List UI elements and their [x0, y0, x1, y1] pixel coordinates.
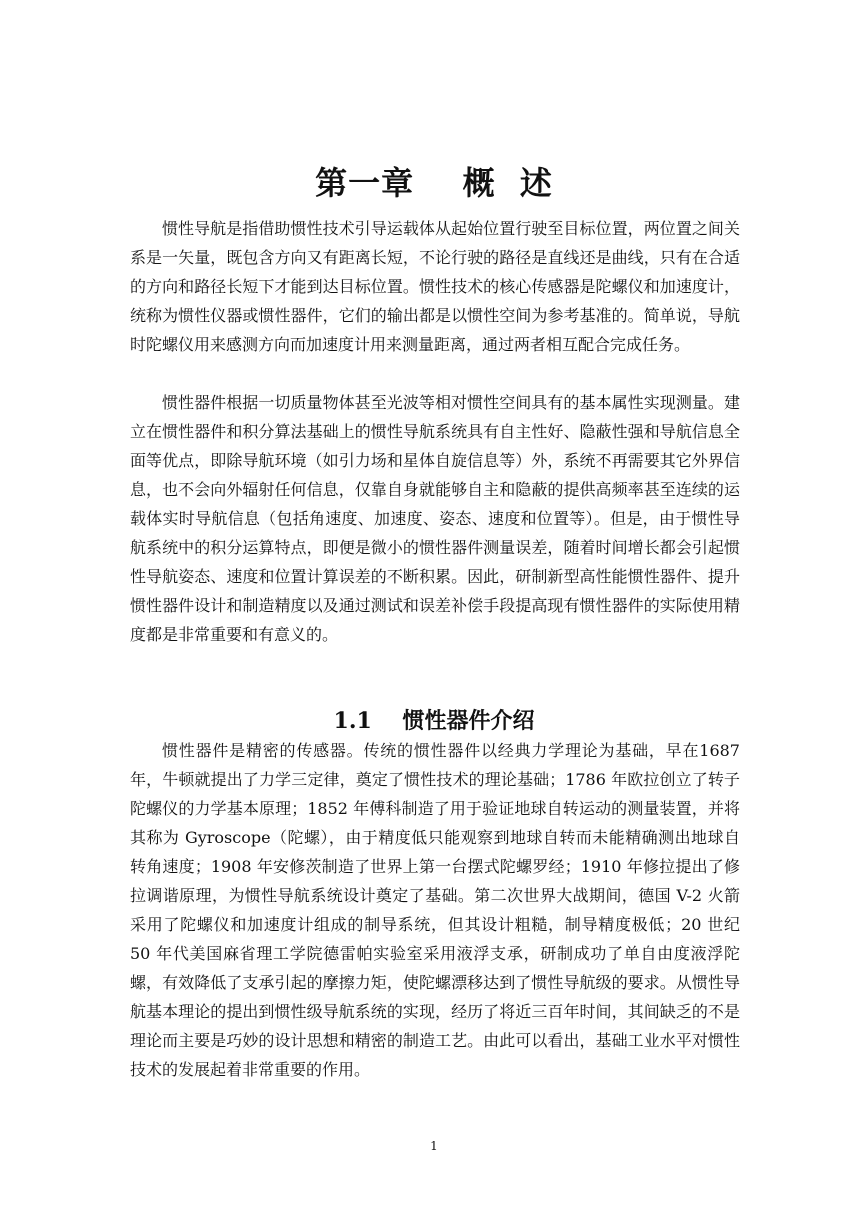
page-number: 1 — [430, 1139, 438, 1153]
chapter-title: 第一章 概 述 — [315, 164, 553, 203]
intro-paragraph-2: 惯性器件根据一切质量物体甚至光波等相对惯性空间具有的基本属性实现测量。建立在惯性器件和积分算法基础上的惯性导航系统具有自主性好、隐蔽性强和导航信息全面等优点，即除导航环境（如引力场和星体自旋信息等）外，系统不再需要其它外界信息，也不会向外辐射任何信息，仅靠自身就能够自主和隐蔽的提供高频率甚至连续的运载体实时导航信息（包括角速度、加速度、姿态、速度和位置等）。但是，由于惯性导航系统中的积分运算特点，即便是微小的惯性器件测量误差，随着时间增长都会引起惯性导航姿态、速度和位置计算误差的不断积累。因此，研制新型高性能惯性器件、提升惯性器件设计和制造精度以及通过测试和误差补偿手段提高现有惯性器件的实际使用精度都是非常重要和有意义的。 — [130, 393, 740, 644]
section-paragraph-1: 惯性器件是精密的传感器。传统的惯性器件以经典力学理论为基础，早在1687 年，牛顿就提出了力学三定律，奠定了惯性技术的理论基础；1786 年欧拉创立了转子陀螺仪的力学基本原理；1852 年傅科制造了用于验证地球自转运动的测量装置，并将其称为 Gyroscope（陀螺），由于精度低只能观察到地球自转而未能精确测出地球自转角速度；1908 年安修茨制造了世界上第一台摆式陀螺罗经；1910 年修拉提出了修拉调谐原理，为惯性导航系统设计奠定了基础。第二次世界大战期间，德国 V-2 火箭采用了陀螺仪和加速度计组成的制导系统，但其设计粗糙，制导精度极低；20 世纪 50 年代美国麻省理工学院德雷帕实验室采用液浮支承，研制成功了单自由度液浮陀螺，有效降低了支承引起的摩擦力矩，使陀螺漂移达到了惯性导航级的要求。从惯性导航基本理论的提出到惯性级导航系统的实现，经历了将近三百年时间，其间缺乏的不是理论而主要是巧妙的设计思想和精密的制造工艺。由此可以看出，基础工业水平对惯性技术的发展起着非常重要的作用。 — [130, 741, 740, 1079]
section-heading: 1.1 惯性器件介绍 — [333, 708, 535, 735]
intro-paragraph-1: 惯性导航是指借助惯性技术引导运载体从起始位置行驶至目标位置，两位置之间关系是一矢量，既包含方向又有距离长短，不论行驶的路径是直线还是曲线，只有在合适的方向和路径长短下才能到达目标位置。惯性技术的核心传感器是陀螺仪和加速度计，统称为惯性仪器或惯性器件，它们的输出都是以惯性空间为参考基准的。简单说，导航时陀螺仪用来感测方向而加速度计用来测量距离，通过两者相互配合完成任务。 — [130, 219, 740, 354]
